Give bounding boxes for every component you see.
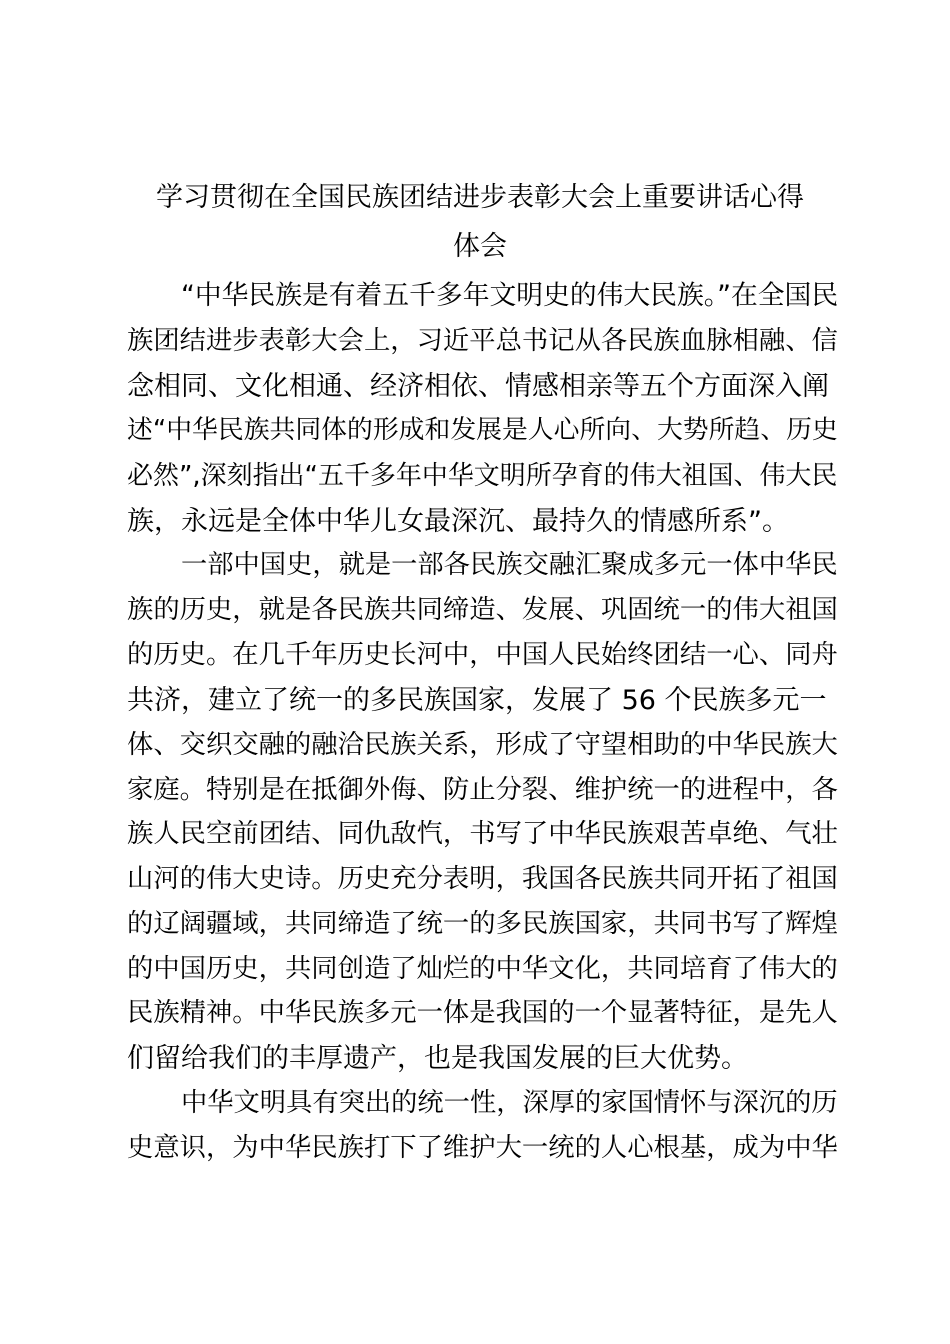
paragraph-line: 一部中国史，就是一部各民族交融汇聚成多元一体中华民: [181, 550, 838, 580]
paragraph-line: 述“中华民族共同体的形成和发展是人心所向、大势所趋、历史: [127, 415, 838, 445]
paragraph-line: 族的历史，就是各民族共同缔造、发展、巩固统一的伟大祖国: [127, 595, 838, 625]
paragraph-line: 的辽阔疆域，共同缔造了统一的多民族国家，共同书写了辉煌: [127, 909, 838, 939]
paragraph-line: 中华文明具有突出的统一性，深厚的家国情怀与深沉的历: [181, 1088, 838, 1118]
paragraph-line: 族团结进步表彰大会上，习近平总书记从各民族血脉相融、信: [127, 326, 838, 356]
paragraph-line: 念相同、文化相通、经济相依、情感相亲等五个方面深入阐: [127, 371, 829, 402]
paragraph-line: 家庭。特别是在抵御外侮、防止分裂、维护统一的进程中，各: [127, 775, 838, 805]
paragraph-line: 史意识，为中华民族打下了维护大一统的人心根基，成为中华: [127, 1133, 838, 1163]
paragraph-line: 的历史。在几千年历史长河中，中国人民始终团结一心、同舟: [127, 640, 838, 670]
paragraph-line: 共济，建立了统一的多民族国家，发展了 56 个民族多元一: [127, 685, 827, 716]
paragraph-line: 山河的伟大史诗。历史充分表明，我国各民族共同开拓了祖国: [127, 864, 838, 894]
paragraph-line: 族人民空前团结、同仇敌忾，书写了中华民族艰苦卓绝、气壮: [127, 819, 838, 849]
document-title-line-2: 体会: [453, 231, 507, 262]
paragraph-line: 们留给我们的丰厚遗产，也是我国发展的巨大优势。: [127, 1043, 748, 1074]
document-title-line-1: 学习贯彻在全国民族团结进步表彰大会上重要讲话心得: [156, 182, 804, 213]
paragraph-line: “中华民族是有着五千多年文明史的伟大民族。”在全国民: [181, 280, 839, 311]
paragraph-line: 必然”,深刻指出“五千多年中华文明所孕育的伟大祖国、伟大民: [127, 461, 838, 491]
paragraph-line: 的中国历史，共同创造了灿烂的中华文化，共同培育了伟大的: [127, 954, 838, 984]
paragraph-line: 体、交织交融的融洽民族关系，形成了守望相助的中华民族大: [127, 730, 838, 760]
paragraph-line: 族，永远是全体中华儿女最深沉、最持久的情感所系”。: [127, 506, 789, 537]
paragraph-line: 民族精神。中华民族多元一体是我国的一个显著特征，是先人: [127, 998, 838, 1028]
